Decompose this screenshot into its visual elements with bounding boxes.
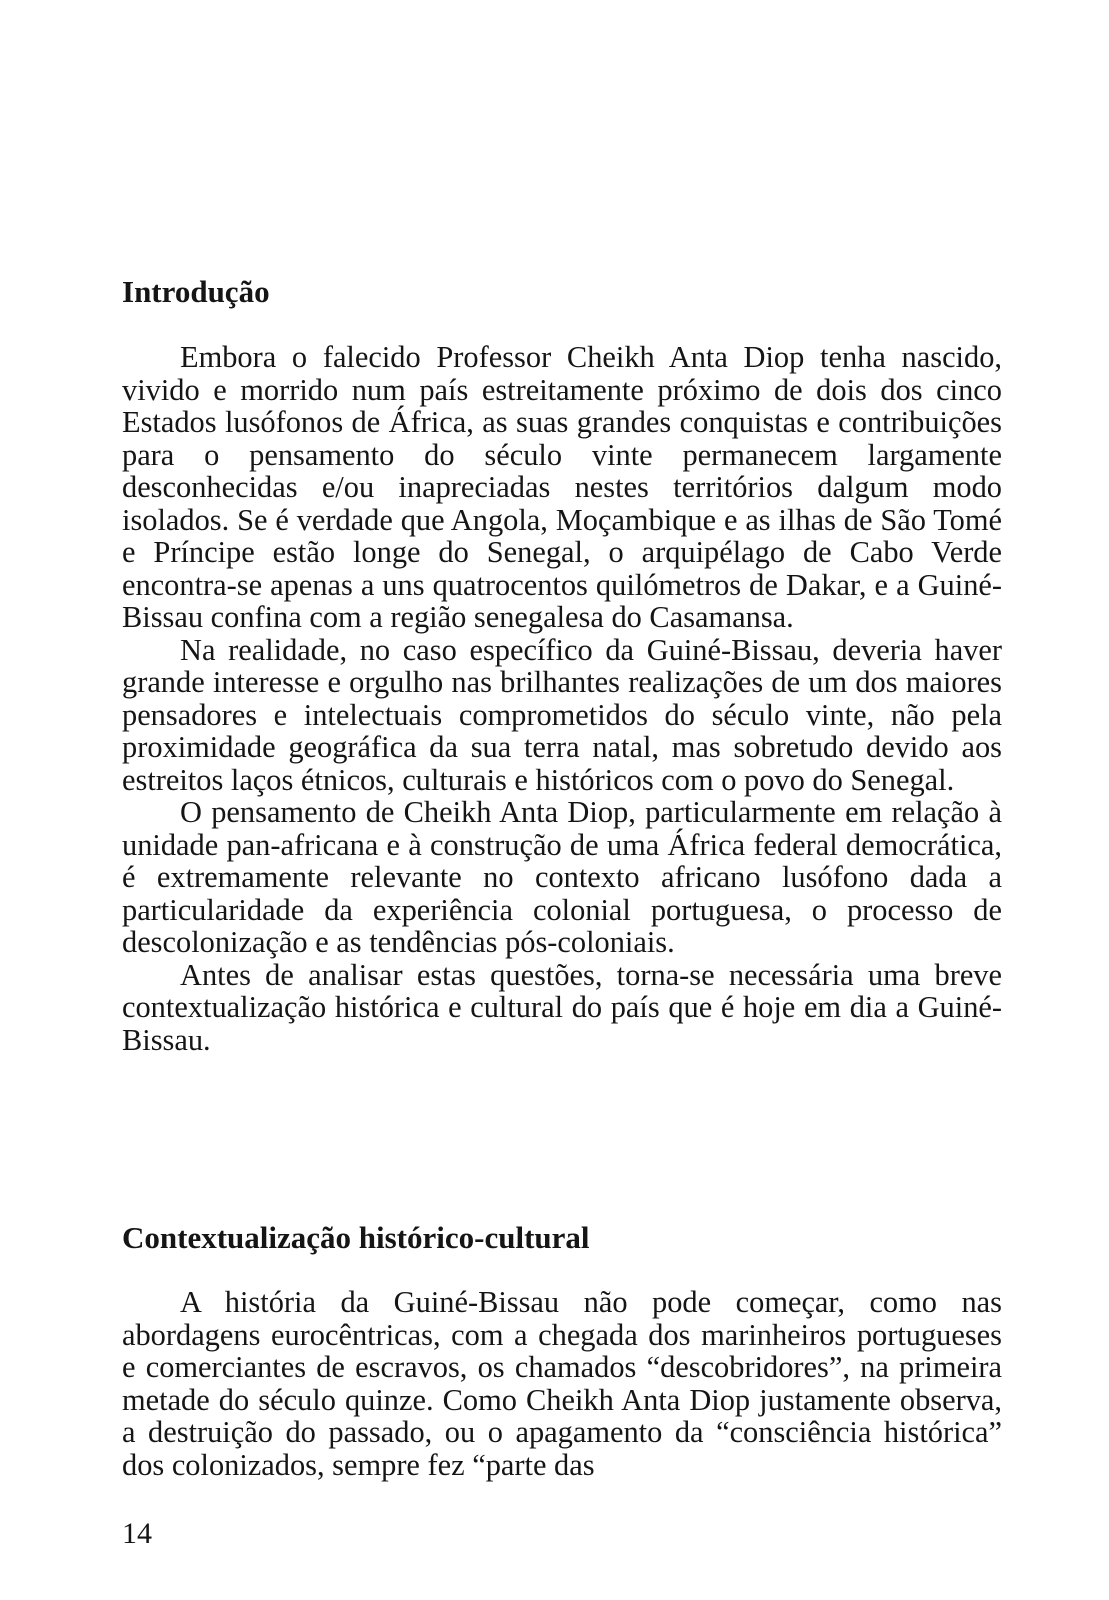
- section-heading-contextualizacao: Contextualização histórico-cultural: [122, 1220, 590, 1255]
- page-number: 14: [122, 1517, 152, 1550]
- paragraph: Na realidade, no caso específico da Guiné-Bissau, deveria haver grande interesse e orgulho nas brilhantes realizações de um dos maiores pensadores e intelectuais comprometidos do século vinte, não pela proximidade geográfica da sua terra natal, mas sobretudo devido aos estreitos laços étnicos, culturais e históricos com o povo do Senegal.: [122, 632, 1002, 797]
- paragraph: O pensamento de Cheikh Anta Diop, particularmente em relação à unidade pan-africana e à construção de uma África federal democrática, é extremamente relevante no contexto africano lusófono dada a particularidade da experiência colonial portuguesa, o processo de descolonização e as tendências pós-coloniais.: [122, 795, 1002, 959]
- section-body-contextualizacao: [122, 1286, 1002, 1481]
- paragraph: Embora o falecido Professor Cheikh Anta Diop tenha nascido, vivido e morrido num país estreitamente próximo de dois dos cinco Estados lusófonos de África, as suas grandes conquistas e contribuições para o pensamento do século vinte permanecem largamente desconhecidas e/ou inapreciadas nestes territórios dalgum modo isolados. Se é verdade que Angola, Moçambique e as ilhas de São Tomé e Príncipe estão longe do Senegal, o arquipélago de Cabo Verde encontra-se apenas a uns quatrocentos quilómetros de Dakar, e a Guiné-Bissau confina com a região senegalesa do Casamansa.: [122, 340, 1002, 634]
- section-heading-introducao: Introdução: [122, 274, 270, 309]
- section-body-introducao: [122, 341, 1002, 1056]
- paragraph: A história da Guiné-Bissau não pode começar, como nas abordagens eurocêntricas, com a chegada dos marinheiros portugueses e comerciantes de escravos, os chamados “descobridores”, na primeira metade do século quinze. Como Cheikh Anta Diop justamente observa, a destruição do passado, ou o apagamento da “consciência histórica” dos colonizados, sempre fez “parte das: [122, 1285, 1002, 1482]
- paragraph: Antes de analisar estas questões, torna-se necessária uma breve contextualização histórica e cultural do país que é hoje em dia a Guiné-Bissau.: [122, 957, 1002, 1057]
